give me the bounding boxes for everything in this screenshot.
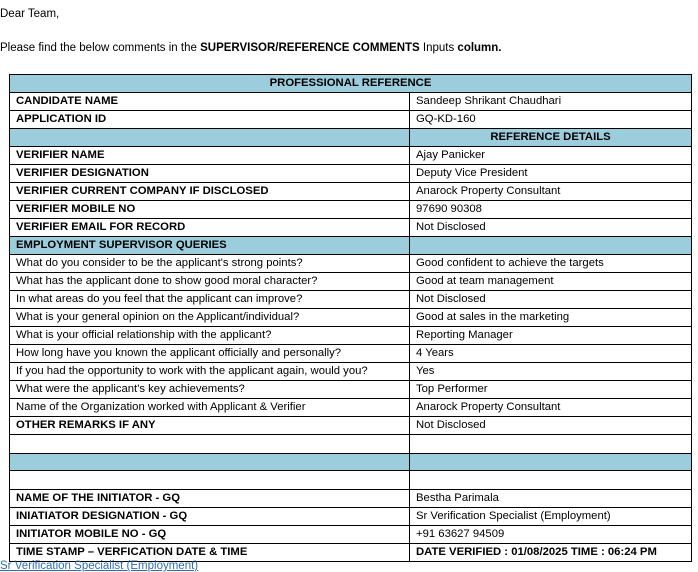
intro-line [0,42,502,54]
blank-cell [10,471,410,490]
table-row [10,183,692,201]
query-answer: Top Performer [410,381,692,399]
query-answer: Good at sales in the marketing [410,309,692,327]
query-answer: Not Disclosed [410,291,692,309]
query-answer: 4 Years [410,345,692,363]
application-id-value: GQ-KD-160 [410,111,692,129]
verifier-name-value: Ajay Panicker [410,147,692,165]
initiator-name-label: NAME OF THE INITIATOR - GQ [10,490,410,508]
verifier-company-value: Anarock Property Consultant [410,183,692,201]
table-row [10,147,692,165]
verifier-email-label: VERIFIER EMAIL FOR RECORD [10,219,410,237]
verifier-name-label: VERIFIER NAME [10,147,410,165]
table-row [10,291,692,309]
table-row [10,363,692,381]
initiator-mobile-value: +91 63627 94509 [410,526,692,544]
table-row [10,309,692,327]
reference-details-header-row [10,129,692,147]
verifier-email-value: Not Disclosed [410,219,692,237]
query-question: Name of the Organization worked with Applicant & Verifier [10,399,410,417]
query-answer: Yes [410,363,692,381]
table-row [10,508,692,526]
query-question: In what areas do you feel that the applicant can improve? [10,291,410,309]
initiator-name-value: Bestha Parimala [410,490,692,508]
table-header-row [10,75,692,93]
other-remarks-label: OTHER REMARKS IF ANY [10,417,410,435]
verifier-company-label: VERIFIER CURRENT COMPANY IF DISCLOSED [10,183,410,201]
table-row [10,255,692,273]
query-question: How long have you known the applicant officially and personally? [10,345,410,363]
queries-header-row [10,237,692,255]
query-question: What is your official relationship with the applicant? [10,327,410,345]
table-row [10,345,692,363]
blank-cell [10,435,410,454]
blank-header-row [10,454,692,471]
blank-cell [410,435,692,454]
timestamp-label: TIME STAMP – VERFICATION DATE & TIME [10,544,410,562]
verifier-mobile-value: 97690 90308 [410,201,692,219]
application-id-label: APPLICATION ID [10,111,410,129]
table-row [10,417,692,435]
table-row [10,93,692,111]
candidate-name-label: CANDIDATE NAME [10,93,410,111]
initiator-mobile-label: INITIATOR MOBILE NO - GQ [10,526,410,544]
other-remarks-value: Not Disclosed [410,417,692,435]
table-row [10,165,692,183]
table-row [10,399,692,417]
query-answer: Good at team management [410,273,692,291]
query-question: What is your general opinion on the Applicant/individual? [10,309,410,327]
initiator-designation-label: INIATIATOR DESIGNATION - GQ [10,508,410,526]
verifier-designation-value: Deputy Vice President [410,165,692,183]
query-answer: Anarock Property Consultant [410,399,692,417]
query-question: What has the applicant done to show good moral character? [10,273,410,291]
query-answer: Reporting Manager [410,327,692,345]
reference-table [9,74,692,562]
table-row [10,327,692,345]
query-answer: Good confident to achieve the targets [410,255,692,273]
query-question: If you had the opportunity to work with the applicant again, would you? [10,363,410,381]
timestamp-value: DATE VERIFIED : 01/08/2025 TIME : 06:24 PM [410,544,692,562]
table-row [10,381,692,399]
table-row [10,201,692,219]
verifier-mobile-label: VERIFIER MOBILE NO [10,201,410,219]
spacer-row [10,471,692,490]
blank-header-cell [10,454,410,471]
table-row [10,490,692,508]
table-row [10,273,692,291]
header-blank-cell [410,237,692,255]
table-row [10,544,692,562]
intro-text-bold-2: column. [457,42,502,54]
header-blank-cell [10,129,410,147]
employment-supervisor-queries-header: EMPLOYMENT SUPERVISOR QUERIES [10,237,410,255]
greeting: Dear Team, [0,8,60,20]
table-row [10,219,692,237]
query-question: What were the applicant's key achievements? [10,381,410,399]
intro-text-mid: Inputs [419,42,458,54]
spacer-row [10,435,692,454]
initiator-designation-value: Sr Verification Specialist (Employment) [410,508,692,526]
blank-cell [410,471,692,490]
table-row [10,526,692,544]
signature-link[interactable]: Sr Verification Specialist (Employment) [0,560,199,572]
table-row [10,111,692,129]
verifier-designation-label: VERIFIER DESIGNATION [10,165,410,183]
professional-reference-header: PROFESSIONAL REFERENCE [10,75,692,93]
intro-text-bold-1: SUPERVISOR/REFERENCE COMMENTS [200,42,420,54]
blank-header-cell [410,454,692,471]
reference-details-header: REFERENCE DETAILS [410,129,692,147]
candidate-name-value: Sandeep Shrikant Chaudhari [410,93,692,111]
query-question: What do you consider to be the applicant's strong points? [10,255,410,273]
intro-text-pre: Please find the below comments in the [0,42,201,54]
